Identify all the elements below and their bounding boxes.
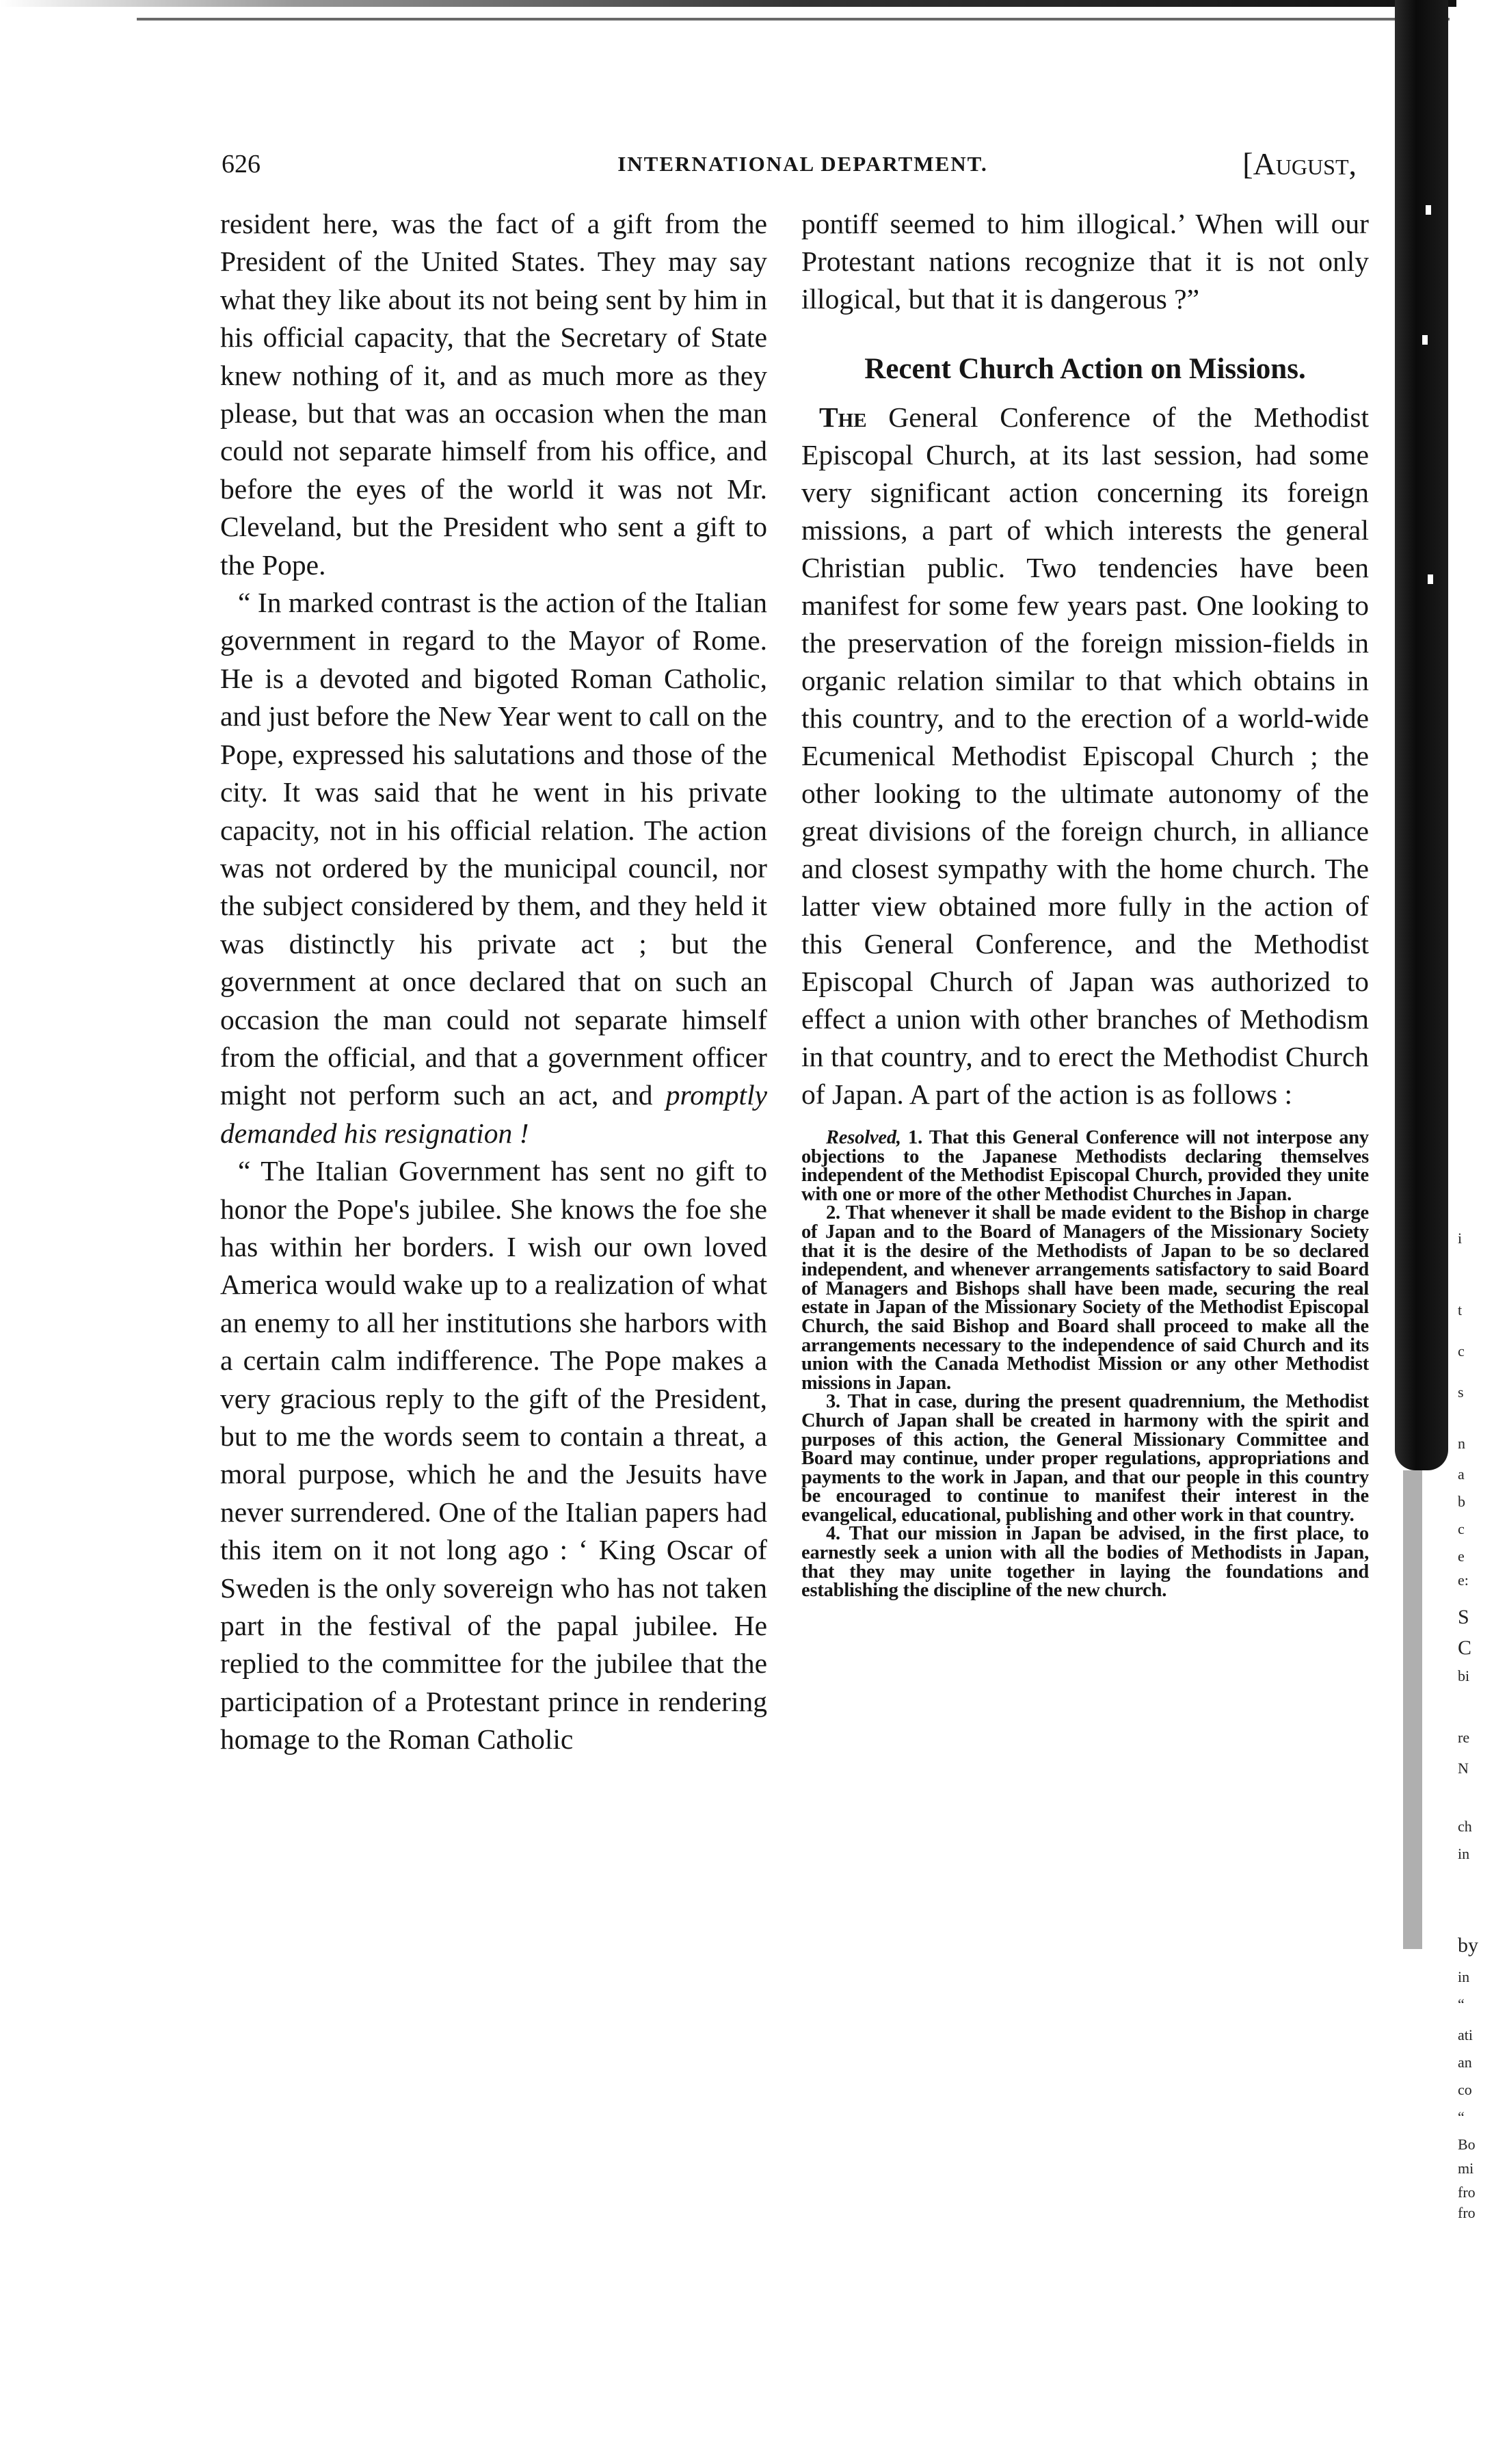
page-header	[222, 144, 1357, 185]
paragraph-text: “ In marked contrast is the action of the Italian government in regard to the Mayor of Rome. He is a devoted and bigoted Roman Catholic, and just before the New Year went to call on the Pope, expressed his salutations and those of the city. It was said that he went in his private capacity, not in his official relation. The action was not ordered by the municipal council, nor the subject considered by them, and they held it was distinctly his private act ; but the government at once declared that on such an occasion the man could not separate himself from the official, and that a government officer might not perform such an act, and	[220, 587, 767, 1111]
edge-fragment: c	[1458, 1342, 1465, 1360]
binding-gutter-shadow	[1388, 0, 1494, 2464]
edge-fragment: mi	[1458, 2160, 1474, 2177]
edge-fragment: fro	[1458, 2204, 1476, 2221]
edge-fragment: re	[1458, 1729, 1470, 1746]
edge-fragment: t	[1458, 1301, 1463, 1319]
edge-fragment: “	[1458, 2108, 1465, 2125]
edge-fragment: co	[1458, 2081, 1472, 2098]
edge-fragment: b	[1458, 1493, 1465, 1510]
edge-fragment: e:	[1458, 1572, 1469, 1589]
resolution-item	[801, 1128, 1369, 1204]
running-title: INTERNATIONAL DEPARTMENT.	[617, 152, 988, 176]
gutter-fleck	[1426, 205, 1431, 215]
edge-fragment: C	[1458, 1637, 1472, 1659]
section-title: Recent Church Action on Missions.	[864, 353, 1306, 385]
emphasis-text: promptly demanded his resignation !	[220, 1079, 768, 1149]
gutter-dark-band	[1395, 0, 1448, 1470]
section-text: General Conference of the Methodist Episcopal Church, at its last session, had some very significant action concerning its foreign missions, a part of which interests the general Christian public. Two tendencies have been manifest for some few years past. One looking to the preservation of the foreign mission-fields in organic relation similar to that which obtains in this country, and to the erection of a world-wide Ecumenical Methodist Episcopal Church ; the other looking to the ultimate autonomy of the great divisions of the foreign church, in alliance and closest sympathy with the home church. The latter view obtained more fully in the action of this General Conference, and the Methodist Episcopal Church of Japan was authorized to effect a union with other branches of Methodism in that country, and to erect the Methodist Church of Japan. A part of the action is as follows :	[801, 401, 1369, 1110]
edge-fragment: in	[1458, 1968, 1470, 1985]
resolution-item: 2. That whenever it shall be made evident to the Bishop in charge of Japan and to the Board of Managers of the Missionary Society that it is the desire of the Methodists of Japan to be so declared independent, and whenever arrangements satisfactory to said Board of Managers and Bishops shall have been made, securing the real estate in Japan of the Missionary Society of the Methodist Episcopal Church, the said Bishop and Board shall proceed to make all the arrangements necessary to the independence of said Church and its union with the Canada Methodist Mission or any other Methodist missions in Japan.	[801, 1202, 1369, 1394]
edge-fragment: e	[1458, 1548, 1465, 1565]
section-paragraph	[801, 399, 1369, 1113]
edge-fragment: “	[1458, 1996, 1465, 2013]
left-column	[220, 205, 767, 1759]
resolution-item: 3. That in case, during the present quadrennium, the Methodist Church of Japan shall be created in harmony with the spirit and purposes of this action, the General Missionary Committee and Board may continue, under proper regulations, appropriations and payments to the work in Japan, and that our people in this country be encouraged to continue to manifest their interest in the evangelical, educational, publishing and other work in that country.	[801, 1391, 1369, 1526]
edge-fragment: c	[1458, 1520, 1465, 1537]
top-edge-rule	[0, 0, 1456, 7]
top-edge-rule-shadow	[137, 18, 1450, 21]
resolution-text: 1. That this General Conference will not interpose any objections to the Japanese Methodists declaring themselves independent of the Methodist Episcopal Church, provided they unite with one or more of the other Methodist Churches in Japan.	[801, 1127, 1369, 1205]
edge-fragment: by	[1458, 1934, 1478, 1957]
gutter-fleck	[1422, 335, 1428, 345]
gutter-faint-band	[1403, 1470, 1422, 1949]
edge-fragment: fro	[1458, 2184, 1476, 2201]
edge-fragment: an	[1458, 2054, 1472, 2071]
lead-word: The	[819, 401, 867, 433]
edge-fragment: n	[1458, 1435, 1465, 1452]
edge-fragment: bi	[1458, 1667, 1470, 1684]
edge-fragment: a	[1458, 1466, 1465, 1483]
edge-fragment: in	[1458, 1845, 1470, 1862]
page-number: 626	[222, 150, 261, 178]
running-date: [August,	[1242, 146, 1357, 181]
edge-fragment: ati	[1458, 2026, 1473, 2043]
right-column	[801, 205, 1369, 1600]
edge-fragment: s	[1458, 1383, 1464, 1401]
edge-fragment: Bo	[1458, 2136, 1476, 2153]
resolution-item: 4. That our mission in Japan be advised, in the first place, to earnestly seek a union with all the bodies of Methodists in Japan, that they may unite together in laying the foundations and establishing the discipline of the new church.	[801, 1523, 1369, 1602]
edge-fragment: N	[1458, 1760, 1469, 1777]
paragraph	[220, 584, 767, 1152]
resolved-word: Resolved,	[826, 1127, 901, 1148]
paragraph: resident here, was the fact of a gift from the President of the United States. They may say what they like about its not being sent by him in his official capacity, that the Secretary of State knew nothing of it, and as much more as they please, but that was an occasion when the man could not separate himself from his office, and before the eyes of the world it was not Mr. Cleveland, but the President who sent a gift to the Pope.	[220, 208, 767, 581]
edge-fragment: i	[1458, 1230, 1463, 1247]
paragraph-continuation: pontiff seemed to him illogical.’ When will our Protestant nations recognize that it is not only illogical, but that it is dangerous ?”	[801, 208, 1369, 315]
edge-fragment: S	[1458, 1606, 1469, 1628]
resolutions-block	[801, 1128, 1369, 1600]
edge-fragment: ch	[1458, 1818, 1472, 1835]
gutter-fleck	[1428, 574, 1433, 584]
paragraph: “ The Italian Government has sent no gift to honor the Pope's jubilee. She knows the foe she has within her borders. I wish our own loved America would wake up to a realization of what an enemy to all her institutions she harbors with a certain calm indifference. The Pope makes a very gracious reply to the gift of the President, but to me the words seem to contain a threat, a moral purpose, which he and the Jesuits have never surrendered. One of the Italian papers had this item on it not long ago : ‘ King Oscar of Sweden is the only sovereign who has not taken part in the festival of the papal jubilee. He replied to the committee for the jubilee that the participation of a Protestant prince in rendering homage to the Roman Catholic	[220, 1155, 767, 1756]
